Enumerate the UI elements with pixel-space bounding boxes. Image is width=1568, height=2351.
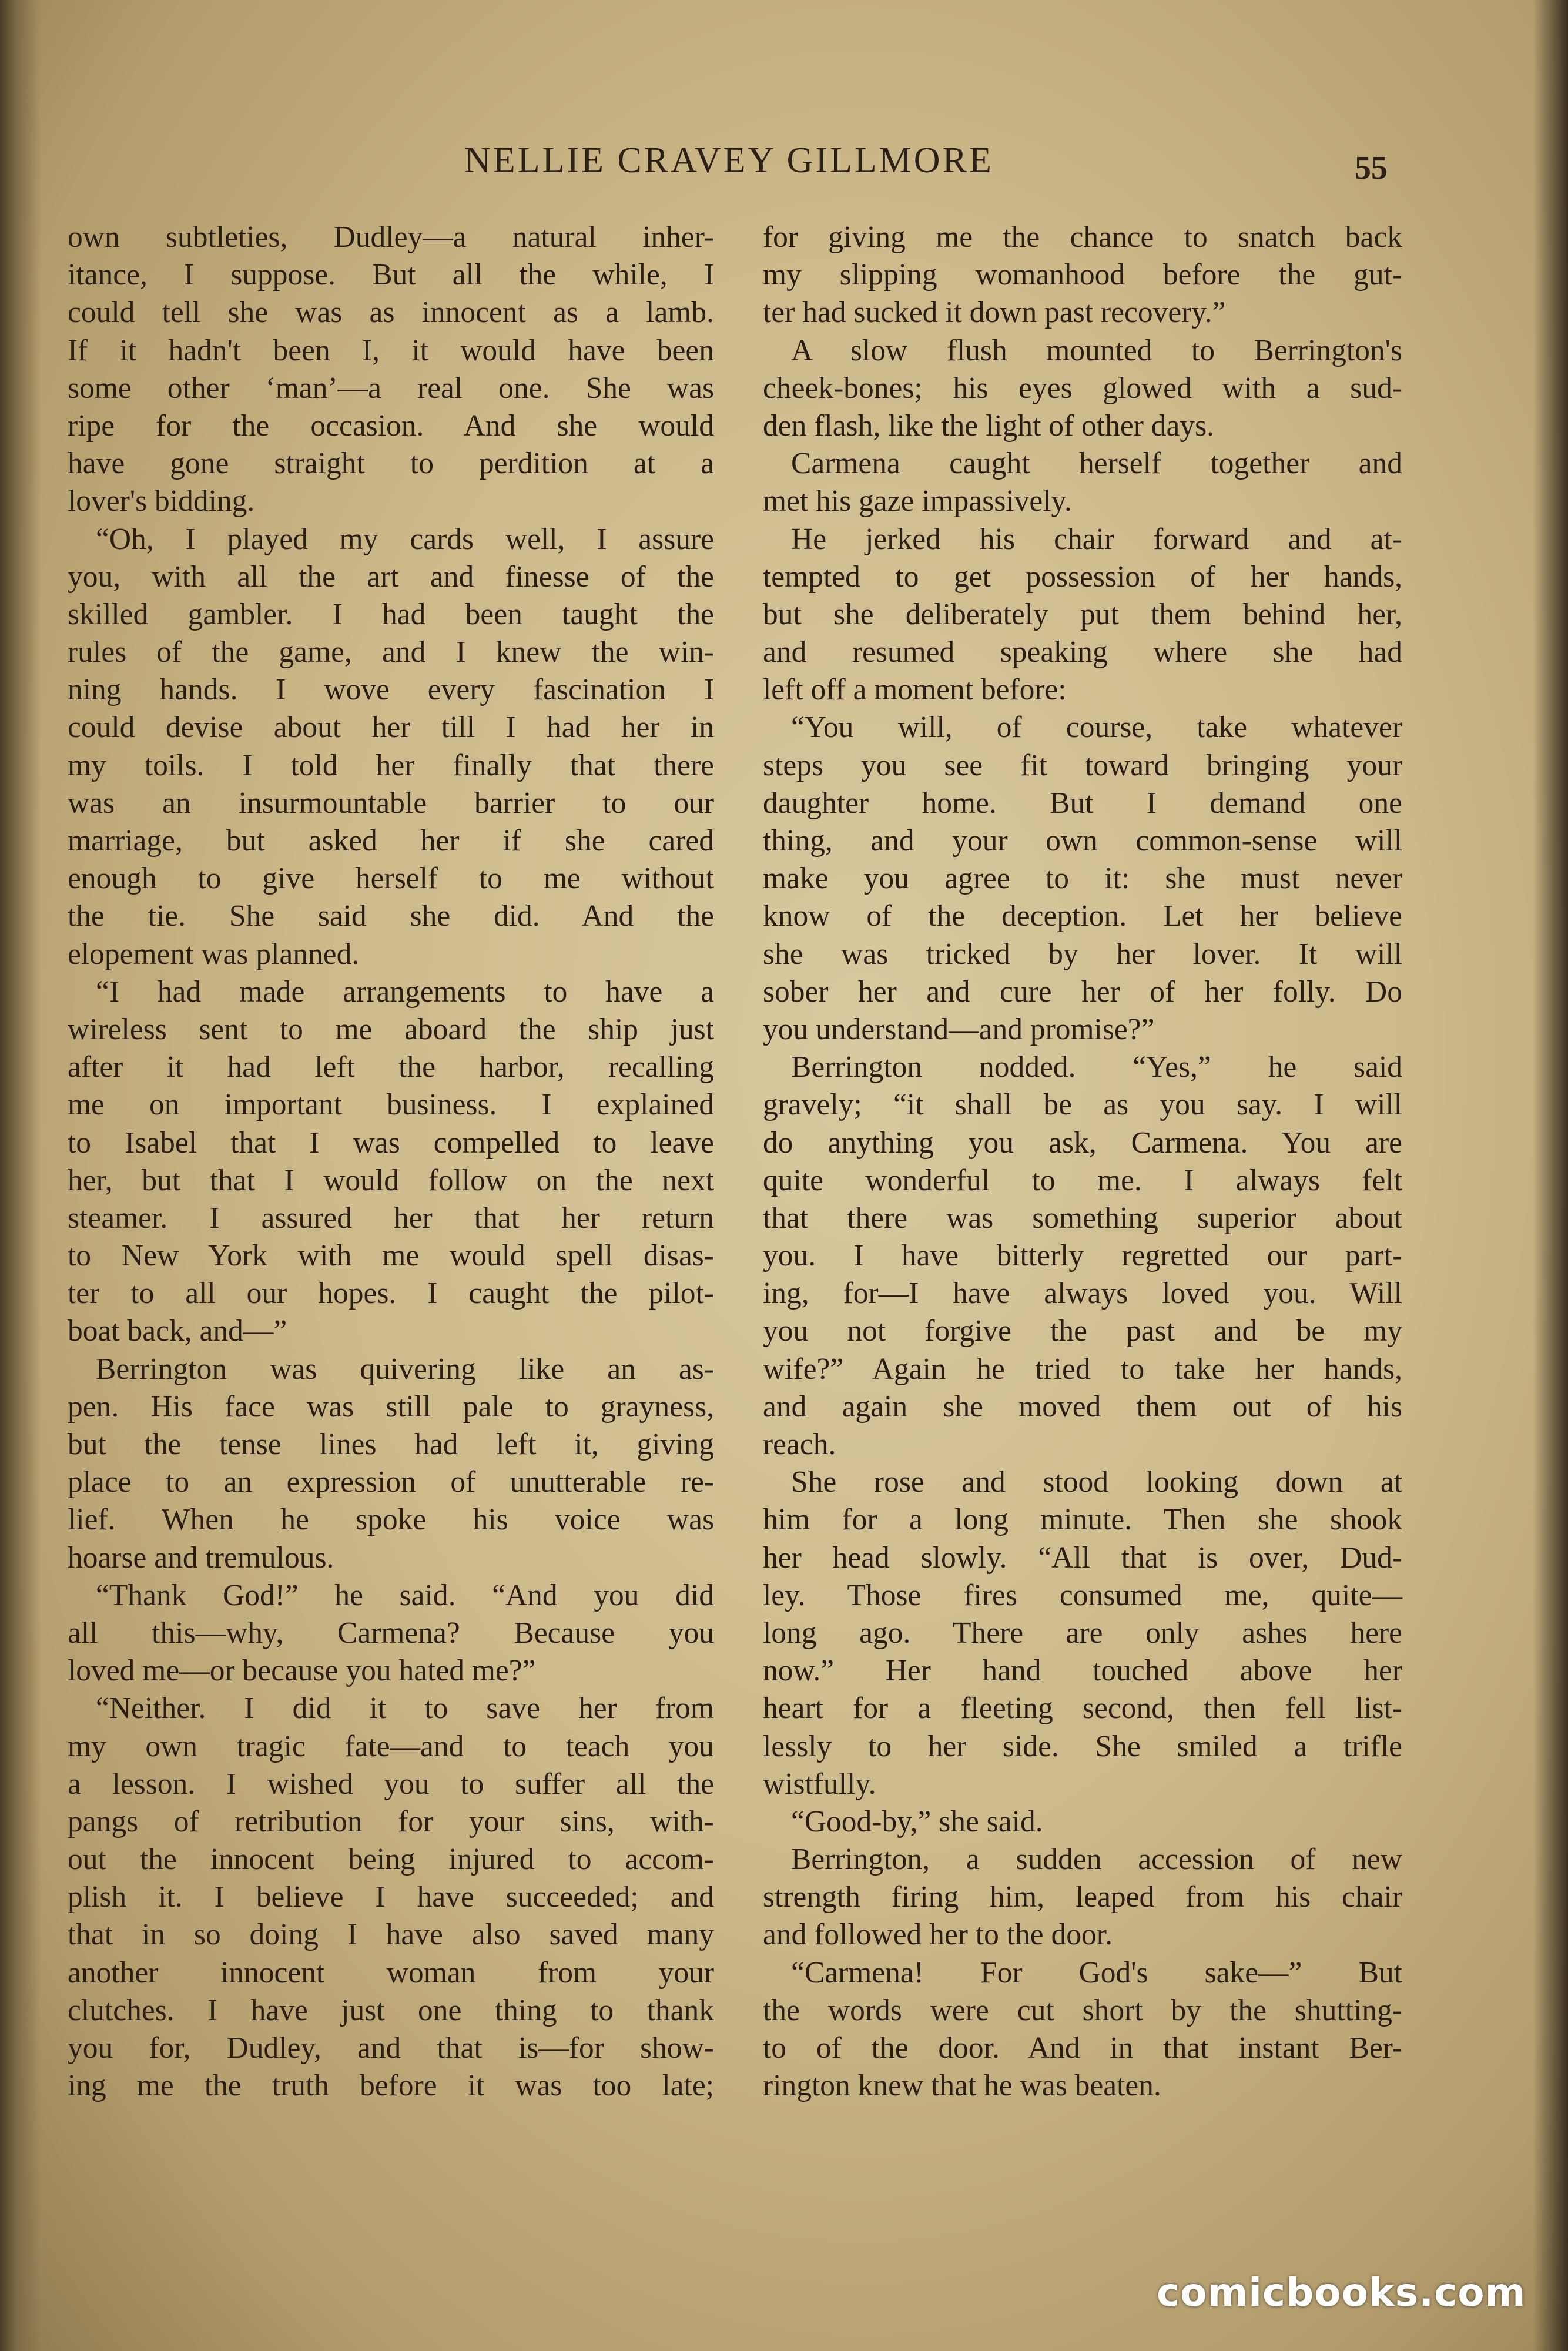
text-line: He jerked his chair forward and at-	[791, 522, 1402, 556]
text-line: Carmena caught herself together and	[791, 447, 1402, 481]
text-line: to of the door. And in that instant Ber-	[763, 2031, 1402, 2065]
text-line: and followed her to the door.	[763, 1918, 1113, 1952]
text-line: “You will, of course, take whatever	[791, 711, 1402, 745]
page-edge-shadow	[1533, 0, 1568, 2351]
left-text-column	[68, 219, 714, 2105]
text-line: long ago. There are only ashes here	[763, 1616, 1402, 1650]
text-line: but the tense lines had left it, giving	[68, 1428, 714, 1461]
text-line: ing me the truth before it was too late;	[68, 2069, 714, 2103]
text-line: a lesson. I wished you to suffer all the	[68, 1767, 714, 1801]
text-line: If it hadn't been I, it would have been	[68, 333, 714, 367]
text-line: all this—why, Carmena? Because you	[68, 1616, 714, 1650]
text-line: make you agree to it: she must never	[763, 862, 1402, 896]
page-header	[0, 140, 1568, 193]
text-line: that in so doing I have also saved many	[68, 1918, 714, 1952]
text-line: you understand—and promise?”	[763, 1012, 1155, 1046]
text-line: met his gaze impassively.	[763, 484, 1072, 518]
running-title: NELLIE CRAVEY GILLMORE	[464, 140, 994, 180]
text-line: wife?” Again he tried to take her hands,	[763, 1352, 1402, 1386]
text-line: “I had made arrangements to have a	[96, 974, 714, 1009]
text-line: but she deliberately put them behind her,	[763, 597, 1402, 631]
text-line: the tie. She said she did. And the	[68, 899, 714, 933]
text-line: lover's bidding.	[68, 484, 255, 518]
text-line: ripe for the occasion. And she would	[68, 408, 714, 443]
text-line: Berrington, a sudden accession of new	[791, 1843, 1402, 1877]
text-line: gravely; “it shall be as you say. I will	[763, 1088, 1402, 1122]
text-line: wireless sent to me aboard the ship just	[68, 1012, 714, 1046]
text-line: you for, Dudley, and that is—for show-	[68, 2031, 714, 2065]
text-line: that there was something superior about	[763, 1201, 1402, 1235]
text-line: marriage, but asked her if she cared	[68, 824, 714, 858]
text-line: Berrington nodded. “Yes,” he said	[791, 1050, 1402, 1084]
text-line: her head slowly. “All that is over, Dud-	[763, 1540, 1402, 1575]
text-line: place to an expression of unutterable re-	[68, 1465, 714, 1499]
text-line: and again she moved them out of his	[763, 1389, 1402, 1424]
text-line: after it had left the harbor, recalling	[68, 1050, 714, 1084]
text-line: you, with all the art and finesse of the	[68, 560, 714, 594]
text-line: my own tragic fate—and to teach you	[68, 1729, 714, 1763]
text-line: reach.	[763, 1428, 836, 1461]
text-line: steamer. I assured her that her return	[68, 1201, 714, 1235]
text-line: lief. When he spoke his voice was	[68, 1503, 714, 1537]
text-line: ning hands. I wove every fascination I	[68, 673, 714, 707]
text-line: hoarse and tremulous.	[68, 1540, 334, 1575]
text-line: have gone straight to perdition at a	[68, 447, 714, 481]
text-line: wistfully.	[763, 1767, 876, 1801]
text-line: “Thank God!” he said. “And you did	[96, 1578, 714, 1612]
text-line: “Carmena! For God's sake—” But	[791, 1955, 1402, 1990]
text-line: to Isabel that I was compelled to leave	[68, 1126, 714, 1160]
text-line: itance, I suppose. But all the while, I	[68, 258, 714, 292]
text-line: elopement was planned.	[68, 937, 360, 971]
text-line: enough to give herself to me without	[68, 862, 714, 896]
text-line: ter had sucked it down past recovery.”	[763, 296, 1226, 330]
text-line: “Good-by,” she said.	[791, 1804, 1043, 1838]
text-line: own subtleties, Dudley—a natural inher-	[68, 220, 714, 254]
text-line: some other ‘man’—a real one. She was	[68, 371, 714, 405]
text-line: me on important business. I explained	[68, 1088, 714, 1122]
text-line: my slipping womanhood before the gut-	[763, 258, 1402, 292]
text-line: ter to all our hopes. I caught the pilot-	[68, 1277, 714, 1311]
text-line: now.” Her hand touched above her	[763, 1654, 1402, 1688]
text-line: to New York with me would spell disas-	[68, 1239, 714, 1273]
text-line: boat back, and—”	[68, 1314, 287, 1348]
text-line: She rose and stood looking down at	[791, 1465, 1402, 1499]
text-line: daughter home. But I demand one	[763, 786, 1402, 820]
text-line: clutches. I have just one thing to thank	[68, 1993, 714, 2027]
text-line: you not forgive the past and be my	[763, 1314, 1402, 1348]
text-line: strength firing him, leaped from his chair	[763, 1880, 1402, 1914]
text-line: was an insurmountable barrier to our	[68, 786, 714, 820]
text-line: rington knew that he was beaten.	[763, 2069, 1161, 2103]
text-line: rules of the game, and I knew the win-	[68, 635, 714, 669]
text-line: quite wonderful to me. I always felt	[763, 1163, 1402, 1197]
text-line: ley. Those fires consumed me, quite—	[763, 1578, 1402, 1612]
text-line: cheek-bones; his eyes glowed with a sud-	[763, 371, 1402, 405]
text-line: “Neither. I did it to save her from	[96, 1692, 714, 1726]
right-text-column	[763, 219, 1402, 2105]
text-line: left off a moment before:	[763, 673, 1067, 707]
text-line: another innocent woman from your	[68, 1955, 714, 1990]
text-line: she was tricked by her lover. It will	[763, 937, 1402, 971]
text-line: steps you see fit toward bringing your	[763, 748, 1402, 782]
text-line: “Oh, I played my cards well, I assure	[96, 522, 714, 556]
text-line: sober her and cure her of her folly. Do	[763, 974, 1402, 1009]
text-line: him for a long minute. Then she shook	[763, 1503, 1402, 1537]
text-line: and resumed speaking where she had	[763, 635, 1402, 669]
text-line: loved me—or because you hated me?”	[68, 1654, 536, 1688]
text-line: could devise about her till I had her in	[68, 711, 714, 745]
text-line: pen. His face was still pale to grayness,	[68, 1389, 714, 1424]
text-line: pangs of retribution for your sins, with-	[68, 1804, 714, 1838]
text-line: lessly to her side. She smiled a trifle	[763, 1729, 1402, 1763]
text-line: A slow flush mounted to Berrington's	[791, 333, 1402, 367]
text-line: heart for a fleeting second, then fell list-	[763, 1692, 1402, 1726]
text-line: do anything you ask, Carmena. You are	[763, 1126, 1402, 1160]
page-number: 55	[1355, 150, 1388, 186]
text-line: den flash, like the light of other days.	[763, 408, 1215, 443]
text-line: for giving me the chance to snatch back	[763, 220, 1402, 254]
text-line: ing, for—I have always loved you. Will	[763, 1277, 1402, 1311]
text-line: tempted to get possession of her hands,	[763, 560, 1402, 594]
gutter-shadow	[0, 0, 41, 2351]
text-line: out the innocent being injured to accom-	[68, 1843, 714, 1877]
text-line: her, but that I would follow on the next	[68, 1163, 714, 1197]
text-line: could tell she was as innocent as a lamb.	[68, 296, 714, 330]
text-line: my toils. I told her finally that there	[68, 748, 714, 782]
text-line: you. I have bitterly regretted our part-	[763, 1239, 1402, 1273]
text-line: plish it. I believe I have succeeded; and	[68, 1880, 714, 1914]
text-line: the words were cut short by the shutting-	[763, 1993, 1402, 2027]
text-line: Berrington was quivering like an as-	[96, 1352, 714, 1386]
text-line: thing, and your own common-sense will	[763, 824, 1402, 858]
text-line: skilled gambler. I had been taught the	[68, 597, 714, 631]
text-line: know of the deception. Let her believe	[763, 899, 1402, 933]
watermark: comicbooks.com	[1157, 2270, 1526, 2315]
